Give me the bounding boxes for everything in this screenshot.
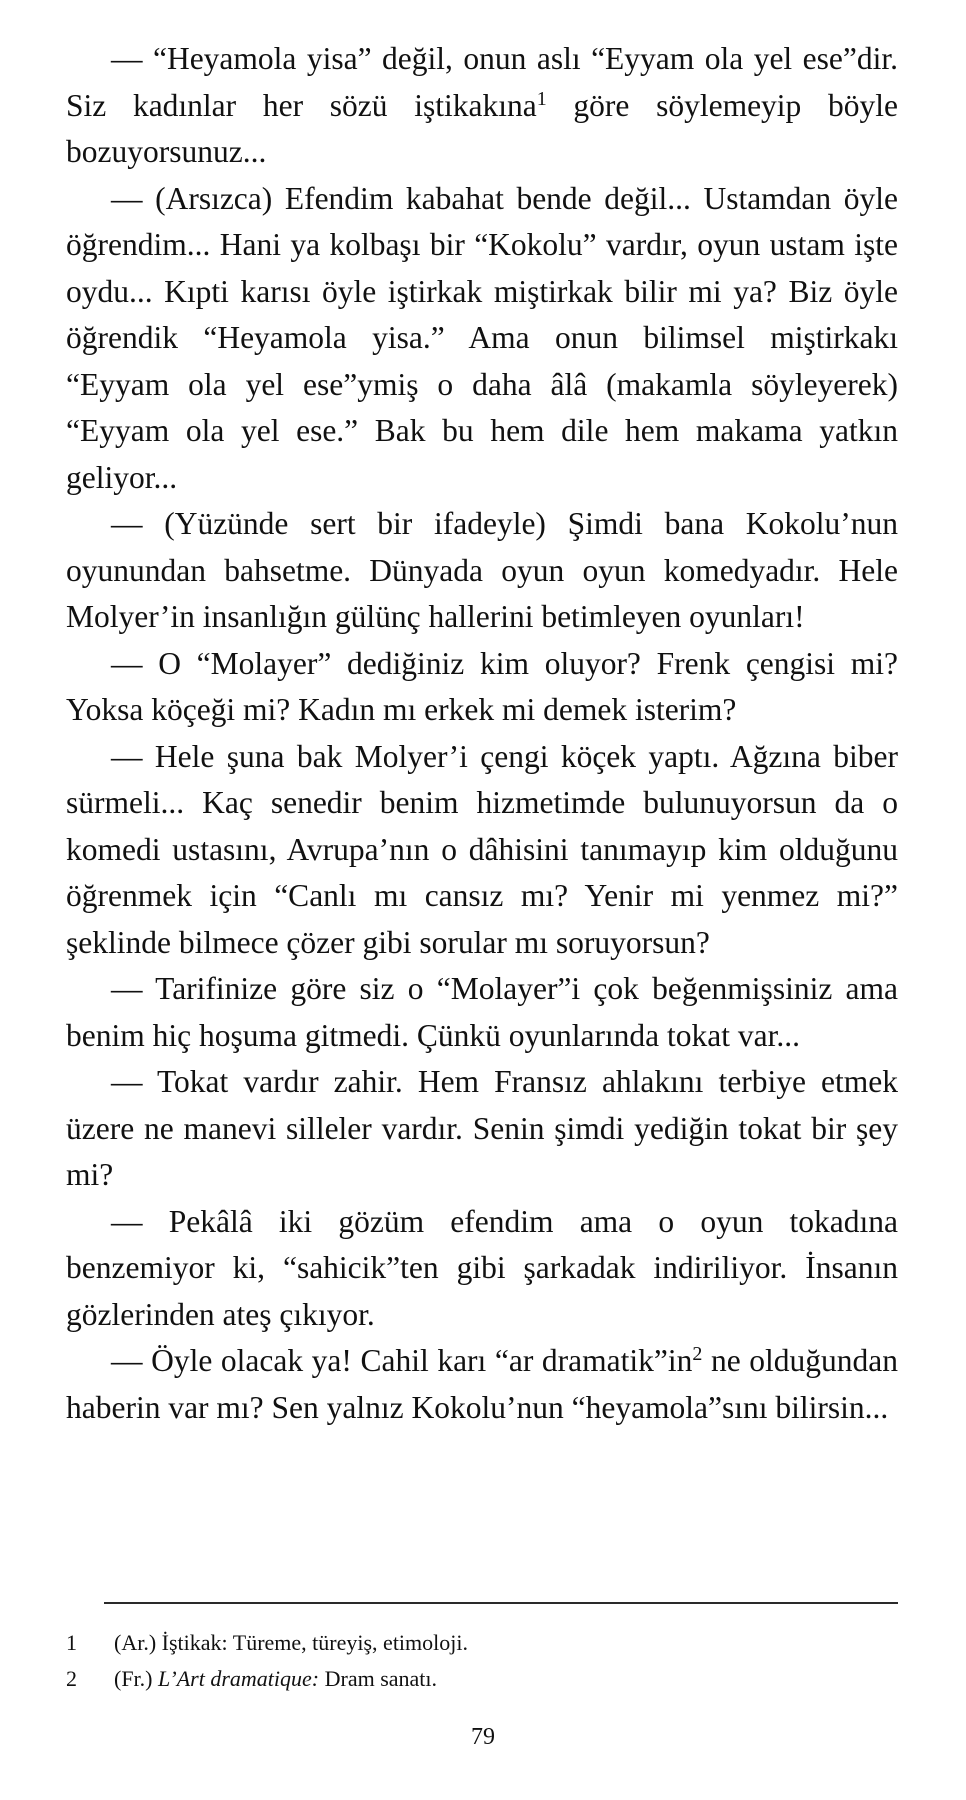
body-text [66,36,898,1431]
page-number: 79 [471,1724,495,1750]
footnote-item [66,1625,898,1661]
dialogue-paragraph: — (Yüzünde sert bir ifadeyle) Şimdi bana Kokolu’nun oyunundan bahsetme. Dünyada oyun oyun komedyadır. Hele Molyer’in insanlığın gülünç hallerini betimleyen oyunları! [66,506,898,634]
dialogue-paragraph: — Hele şuna bak Molyer’i çengi köçek yaptı. Ağzına biber sürmeli... Kaç senedir benim hizmetimde bulunuyorsun da o komedi ustasını, Avrupa’nın o dâhisini tanımayıp kim olduğunu öğrenmek için “Canlı mı cansız mı? Yenir mi yenmez mi?” şeklinde bilmece çözer gibi sorular mı soruyorsun? [66,738,898,960]
dialogue-paragraph: — (Arsızca) Efendim kabahat bende değil... Ustamdan öyle öğrendim... Hani ya kolbaşı bir “Kokolu” vardır, oyun ustam işte oydu... Kıpti karısı öyle iştirkak miştirkak bilir mi ya? Biz öyle öğrendik “Heyamola yisa.” Ama onun bilimsel miştirkakı “Eyyam ola yel ese”ymiş o daha âlâ (makamla söyleyerek) “Eyyam ola yel ese.” Bak bu hem dile hem makama yatkın geliyor... [66,180,898,495]
footnote-text: (Ar.) İştikak: Türeme, türeyiş, etimoloji. [114,1630,468,1655]
footnote-marker[interactable]: 1 [536,87,547,110]
footnote-text: (Fr.) L’Art dramatique: Dram sanatı. [114,1666,438,1691]
footnote-number: 1 [66,1630,77,1655]
dialogue-paragraph: — Öyle olacak ya! Cahil karı “ar $dramatik”in^2$ ne olduğundan haberin var mı? Sen yalnız Kokolu’nun “heyamola”sını bilirsin... [66,1343,898,1425]
footnote-divider [104,1602,898,1604]
footnote-marker[interactable]: 2 [692,1343,703,1365]
dialogue-paragraph: — “Heyamola yisa” değil, onun aslı “Eyyam ola yel ese”dir. Siz kadınlar her sözü iştikakına$^1$ göre söylemeyip böyle bozuyorsunuz... [66,41,898,169]
footnote-term: L’Art dramatique: [158,1666,320,1691]
dialogue-paragraph: — Tarifinize göre siz o “Molayer”i çok beğenmişsiniz ama benim hiç hoşuma gitmedi. Çünkü oyunlarında tokat var... [66,971,898,1053]
footnotes [66,1625,898,1697]
footnote-item [66,1661,898,1697]
dialogue-paragraph: — O “Molayer” dediğiniz kim oluyor? Frenk çengisi mi? Yoksa köçeği mi? Kadın mı erkek mi demek isterim? [66,645,898,727]
footnote-term: İştikak: [161,1630,228,1655]
dialogue-paragraph: — Tokat vardır zahir. Hem Fransız ahlakını terbiye etmek üzere ne manevi silleler vardır. Senin şimdi yediğin tokat bir şey mi? [66,1064,898,1192]
dialogue-paragraph: — Pekâlâ iki gözüm efendim ama o oyun tokadına benzemiyor ki, “sahicik”ten gibi şarkadak indiriliyor. İnsanın gözlerinden ateş çıkıyor. [66,1203,898,1332]
footnote-number: 2 [66,1666,77,1691]
